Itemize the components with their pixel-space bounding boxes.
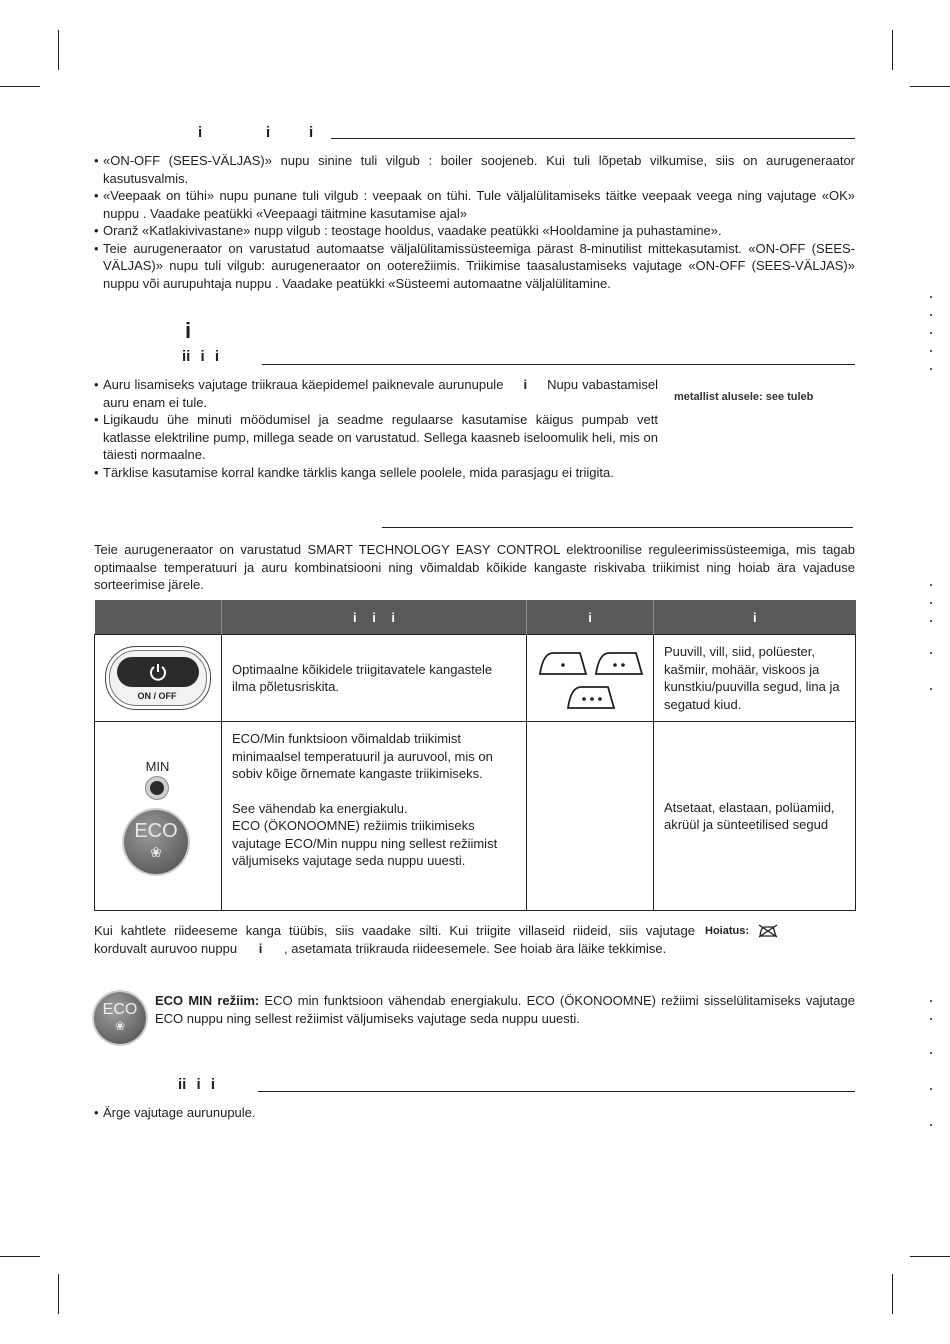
- after-table-text-a: Kui kahtlete riideeseme kanga tüübis, siis vaadake silti. Kui triigite villaseid riideid, siis vajutage korduvalt auruvoo nuppu: [94, 923, 695, 956]
- row1-iron-icons: [527, 635, 654, 722]
- list-item: • Tärklise kasutamise korral kandke tärklis kanga sellele poolele, mida parasjagu ei triigita.: [94, 464, 658, 482]
- section3-intro: Teie aurugeneraator on varustatud SMART TECHNOLOGY EASY CONTROL elektroonilise reguleerimissüsteemiga, mis tagab optimaalse temperatuuri ja auru kombinatsiooni ning võimaldab kõikide kangaste riskivaba triikimist ning hoiab ära vajaduse sorteerimise järele.: [94, 542, 855, 592]
- crop-mark: [892, 30, 893, 70]
- list-item: • «ON-OFF (SEES-VÄLJAS)» nupu sinine tuli vilgub : boiler soojeneb. Kui tuli lõpetab vilkumise, siis on aurugeneraator kasutusvalmis.: [94, 152, 855, 187]
- crop-mark: [58, 1274, 59, 1314]
- side-note: metallist alusele: see tuleb: [674, 391, 814, 403]
- row2-empty-cell: [527, 722, 654, 911]
- list-item: • Ligikaudu ühe minuti möödumisel ja seadme regulaarse kasutamise käigus pumpab vett katlasse elektriline pump, millega seade on varustatud. Sellega kaasneb iseloomulik heli, mis on täiesti normaalne.: [94, 411, 658, 464]
- section4-heading-fragment: ii i i: [178, 1076, 216, 1093]
- edge-mark: [930, 620, 932, 622]
- table-header-cell: i: [654, 600, 856, 635]
- edge-mark: [930, 1000, 932, 1002]
- row2-description-p2a: See vähendab ka energiakulu.: [232, 800, 408, 816]
- power-icon: [148, 662, 168, 682]
- eco-min-text: ECO min funktsioon vähendab energiakulu. ECO (ÖKONOOMNE) režiimi sisselülitamiseks vajutage ECO nuppu ning sellest režiimist väljumiseks vajutage seda nuppu uuesti.: [155, 993, 855, 1026]
- warning-label: Hoiatus:: [705, 925, 749, 937]
- edge-mark: [930, 368, 932, 370]
- row2-description-p1: ECO/Min funktsioon võimaldab triikimist minimaalsel temperatuuril ja auruvool, mis on sobiv kõige õrnemate kangaste triikimiseks.: [232, 731, 493, 781]
- min-indicator: [145, 776, 169, 800]
- crop-mark: [910, 1256, 950, 1257]
- onoff-cell: [95, 635, 222, 722]
- row1-fabrics: Puuvill, vill, siid, polüester, kašmiir, mohäär, viskoos ja kunstkiu/puuvilla segud, lina ja segatud kiud.: [654, 635, 856, 722]
- crop-mark: [0, 86, 40, 87]
- list-item: • «Veepaak on tühi» nupu punane tuli vilgub : veepaak on tühi. Tule väljalülitamiseks täitke veepaak veega ning vajutage «OK» nuppu . Vaadake peatükki «Veepaagi täitmine kasutamise ajal»: [94, 187, 855, 222]
- steam-bullet-text-2: Nupu vabastamisel auru enam ei tule.: [103, 377, 658, 410]
- after-table-text-c: , asetamata triikrauda riideesemele. See hoiab ära läike tekkimise.: [283, 940, 667, 956]
- section1-heading-fragment: i: [198, 124, 203, 141]
- inline-fragment: i: [523, 377, 528, 392]
- section2-heading-big: i: [185, 318, 192, 343]
- crop-mark: [0, 1256, 40, 1257]
- section2-heading-rule: [262, 364, 855, 365]
- eco-button-label: ECO: [134, 819, 178, 842]
- onoff-button: [105, 646, 211, 710]
- edge-mark: [930, 1088, 932, 1090]
- section1-heading-rule: [331, 138, 855, 139]
- table-header-cell: [95, 600, 222, 635]
- edge-mark: [930, 1018, 932, 1020]
- no-iron-steam-icon: [758, 924, 778, 938]
- edge-mark: [930, 1052, 932, 1054]
- steam-icon: ❀: [114, 1019, 126, 1033]
- iron-three-dots-icon: [565, 682, 617, 712]
- eco-min-paragraph: [155, 992, 855, 1027]
- iron-two-dots-icon: [593, 648, 645, 678]
- edge-mark: [930, 602, 932, 604]
- steam-bullet-text: Auru lisamiseks vajutage triikraua käepidemel paiknevale aurunupule: [103, 377, 504, 392]
- list-item: • Oranž «Katlakivivastane» nupp vilgub : teostage hooldus, vaadake peatükki «Hooldamine ja puhastamine».: [94, 222, 855, 240]
- settings-table: [94, 600, 856, 911]
- section1-heading-fragment: i: [309, 124, 314, 141]
- section2-heading-fragment: ii i i: [182, 348, 220, 365]
- edge-mark: [930, 314, 932, 316]
- list-item: [94, 376, 658, 411]
- inline-fragment: i: [258, 940, 263, 956]
- eco-button: [124, 810, 188, 874]
- section1-heading-fragment: i: [266, 124, 271, 141]
- crop-mark: [892, 1274, 893, 1314]
- section4-heading-rule: [258, 1091, 855, 1092]
- row1-description: Optimaalne kõikidele triigitavatele kangastele ilma põletusriskita.: [222, 635, 527, 722]
- eco-badge-label: ECO: [102, 1001, 138, 1018]
- min-label: MIN: [145, 758, 170, 774]
- section4-bullets: [94, 1104, 855, 1122]
- section1-bullets: [94, 152, 855, 292]
- eco-min-label: ECO MIN režiim:: [155, 993, 260, 1008]
- edge-mark: [930, 332, 932, 334]
- list-item: • Teie aurugeneraator on varustatud automaatse väljalülitamissüsteemiga pärast 8-minutilist mittekasutamist. «ON-OFF (SEES-VÄLJAS)» nupu tuli vilgub: aurugeneraator on ooterežiimis. Triikimise taasalustamiseks vajutage «ON-OFF (SEES-VÄLJAS)» nuppu või aurupuhtaja nuppu . Vaadake peatükki «Süsteemi automaatne väljalülitamine.: [94, 240, 855, 293]
- eco-badge-icon: [94, 992, 146, 1044]
- table-row: [95, 722, 856, 911]
- section3-heading-rule: [382, 527, 853, 528]
- eco-min-cell: [95, 722, 222, 911]
- section2-bullets: [94, 376, 658, 481]
- table-header-row: [95, 600, 856, 635]
- edge-mark: [930, 350, 932, 352]
- onoff-label: ON / OFF: [137, 691, 177, 701]
- crop-mark: [910, 86, 950, 87]
- list-item: • Ärge vajutage aurunupule.: [94, 1104, 855, 1122]
- edge-mark: [930, 652, 932, 654]
- steam-icon: ❀: [150, 843, 162, 860]
- table-header-cell: i: [527, 600, 654, 635]
- row2-description-p2b: ECO (ÖKONOOMNE) režiimis triikimiseks vajutage ECO/Min nuppu ning sellest režiimist väljumiseks vajutage seda nuppu uuesti.: [232, 818, 498, 868]
- row2-fabrics: Atsetaat, elastaan, polüamiid, akrüül ja sünteetilised segud: [654, 722, 856, 911]
- edge-mark: [930, 296, 932, 298]
- iron-one-dot-icon: [537, 648, 589, 678]
- after-table-text: [94, 922, 695, 957]
- table-row: [95, 635, 856, 722]
- table-header-cell: i i i: [222, 600, 527, 635]
- edge-mark: [930, 688, 932, 690]
- crop-mark: [58, 30, 59, 70]
- edge-mark: [930, 1124, 932, 1126]
- edge-mark: [930, 584, 932, 586]
